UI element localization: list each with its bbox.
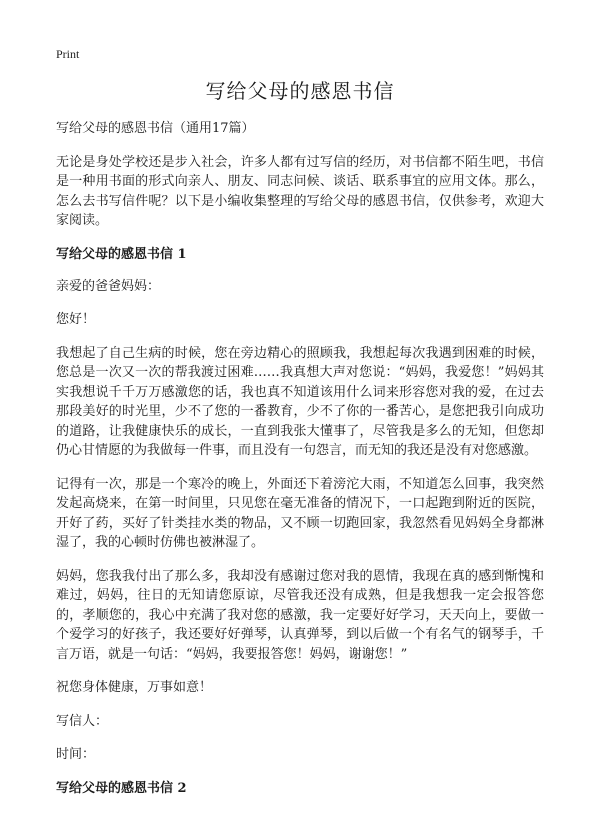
letter-greeting: 您好！ [56,312,96,327]
article-body [56,119,544,811]
letter-writer: 写信人： [56,713,109,729]
letter-salutation: 亲爱的爸爸妈妈： [56,278,161,294]
article-subtitle: 写给父母的感恩书信（通用17篇） [56,121,255,136]
page-title: 写给父母的感恩书信 [205,79,395,103]
section-heading-2: 写给父母的感恩书信 2 [56,780,187,796]
letter-closing: 祝您身体健康，万事如意！ [56,680,213,695]
intro-paragraph: 无论是身处学校还是步入社会，许多人都有过写信的经历，对书信都不陌生吧，书信是一种用书面的形式向亲人、朋友、同志问候、谈话、联系事宜的应用文体。那么，怎么去书写信件呢？以下是小编收集整理的写给父母的感恩书信，仅供参考，欢迎大家阅读。 [56,154,544,228]
letter-paragraph-2: 记得有一次，那是一个寒冷的晚上，外面还下着滂沱大雨，不知道怎么回事，我突然发起高烧来，在第一时间里，只见您在毫无准备的情况下，一口起跑到附近的医院，开好了药，买好了针类挂水类的物品，又不顾一切跑回家，我忽然看见妈妈全身都淋湿了，我的心顿时仿佛也被淋湿了。 [56,476,544,550]
letter-paragraph-1: 我想起了自己生病的时候，您在旁边精心的照顾我，我想起每次我遇到困难的时候，您总是一次又一次的帮我渡过困难……我真想大声对您说：“妈妈，我爱您！”妈妈其实我想说千千万万感激您的话，我也真不知道该用什么词来形容您对我的爱，在过去那段美好的时光里，少不了您的一番教育，少不了你的一番苦心，是您把我引向成功的道路，让我健康快乐的成长，一直到我张大懂事了，尽管我是多么的无知，但您却仍心甘情愿的为我做每一件事，而且没有一句怨言，而无知的我还是没有对您感激。 [56,345,544,458]
letter-time: 时间： [56,747,96,762]
print-link[interactable]: Print [56,47,80,61]
letter-paragraph-3: 妈妈，您我我付出了那么多，我却没有感谢过您对我的恩情，我现在真的感到惭愧和难过，妈妈，往日的无知请您原谅，尽管我还没有成熟，但是我想我一定会报答您的，孝顺您的，我心中充满了我对您的感激，我一定要好好学习，天天向上，要做一个爱学习的好孩子，我还要好好弹琴，认真弹琴，到以后做一个有名气的钢琴手，千言万语，就是一句话：“妈妈，我要报答您！妈妈，谢谢您！” [56,568,544,662]
section-heading-1: 写给父母的感恩书信 1 [56,246,187,262]
